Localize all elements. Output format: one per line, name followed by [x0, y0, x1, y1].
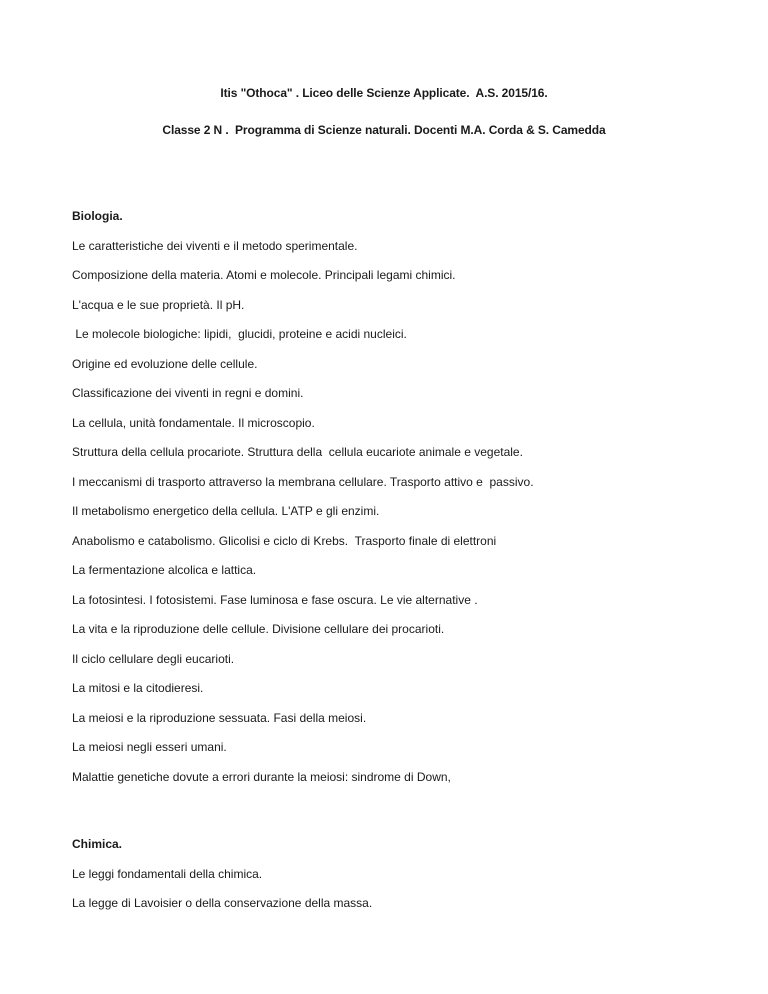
- list-item: Origine ed evoluzione delle cellule.: [72, 356, 258, 371]
- list-item: Le molecole biologiche: lipidi, glucidi, proteine e acidi nucleici.: [72, 327, 407, 341]
- list-item: Classificazione dei viventi in regni e domini.: [72, 386, 304, 400]
- list-item: I meccanismi di trasporto attraverso la membrana cellulare. Trasporto attivo e passivo.: [72, 474, 534, 489]
- list-item: Il metabolismo energetico della cellula. L'ATP e gli enzimi.: [72, 504, 380, 518]
- list-item: Composizione della materia. Atomi e molecole. Principali legami chimici.: [72, 268, 456, 282]
- list-item: Il ciclo cellulare degli eucarioti.: [72, 651, 235, 666]
- list-item: La fotosintesi. I fotosistemi. Fase luminosa e fase oscura. Le vie alternative .: [72, 592, 478, 607]
- document-subtitle: Classe 2 N . Programma di Scienze naturali. Docenti M.A. Corda & S. Camedda: [162, 123, 606, 137]
- list-item: La legge di Lavoisier o della conservazione della massa.: [72, 896, 373, 910]
- list-item: Anabolismo e catabolismo. Glicolisi e ciclo di Krebs. Trasporto finale di elettroni: [72, 533, 497, 548]
- list-item: Le caratteristiche dei viventi e il metodo sperimentale.: [72, 238, 358, 253]
- list-item: La vita e la riproduzione delle cellule. Divisione cellulare dei procarioti.: [72, 622, 445, 636]
- list-item: La meiosi e la riproduzione sessuata. Fasi della meiosi.: [72, 710, 367, 725]
- list-item: La cellula, unità fondamentale. Il microscopio.: [72, 415, 315, 430]
- list-item: Struttura della cellula procariote. Struttura della cellula eucariote animale e vegetale.: [72, 445, 523, 459]
- list-item: La fermentazione alcolica e lattica.: [72, 563, 257, 577]
- list-item: L'acqua e le sue proprietà. Il pH.: [72, 297, 245, 312]
- section-biologia: [72, 207, 712, 797]
- list-item: La meiosi negli esseri umani.: [72, 740, 227, 754]
- document-title: Itis "Othoca" . Liceo delle Scienze Applicate. A.S. 2015/16.: [220, 86, 548, 100]
- list-item: Le leggi fondamentali della chimica.: [72, 866, 263, 881]
- section-title: Chimica.: [72, 837, 123, 851]
- list-item: Malattie genetiche dovute a errori durante la meiosi: sindrome di Down,: [72, 769, 451, 784]
- list-item: La mitosi e la citodieresi.: [72, 681, 204, 695]
- section-title: Biologia.: [72, 209, 123, 223]
- section-chimica: [72, 835, 712, 924]
